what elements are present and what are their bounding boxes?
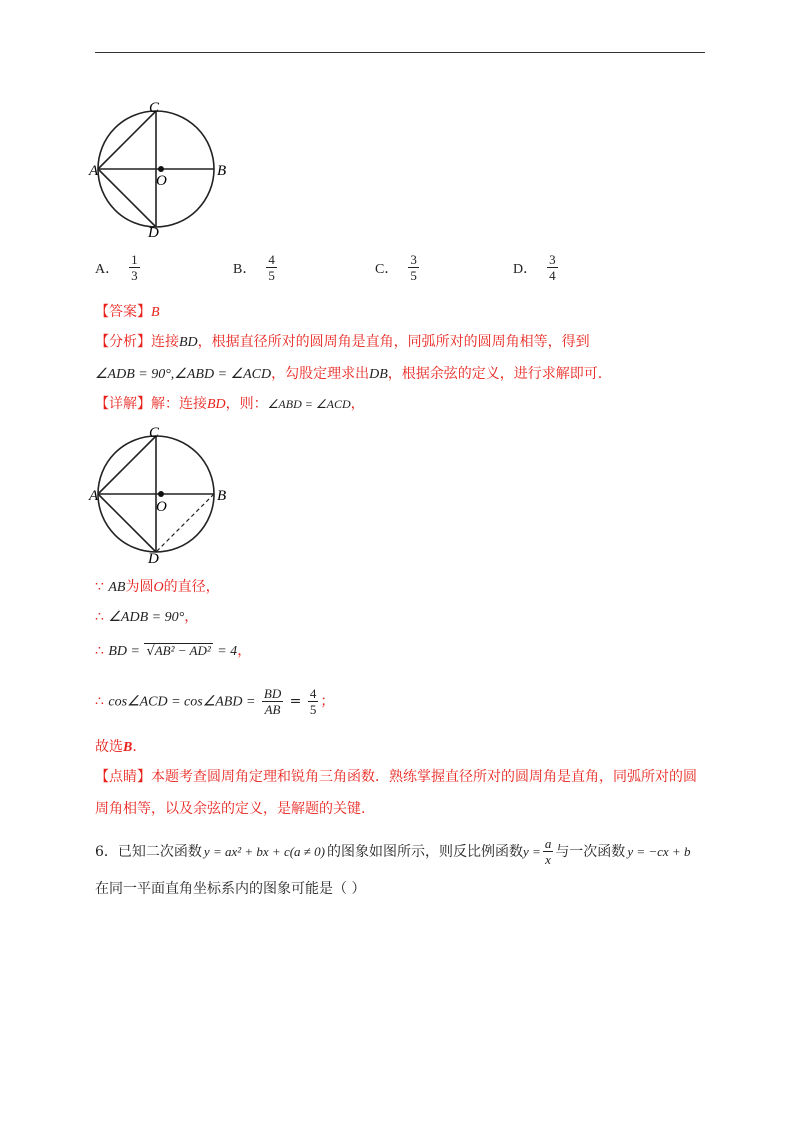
- detail-bd: BD: [207, 397, 226, 412]
- step-1-text-2: 的直径，: [163, 579, 220, 595]
- conclusion-text: 故选: [95, 739, 123, 755]
- detail-text: 解：连接: [151, 396, 207, 412]
- detail-comma: ，: [350, 396, 365, 412]
- q6-fraction: $\frac{a}{x}$: [544, 836, 552, 867]
- step-3-lhs: BD =: [108, 644, 140, 659]
- step-4: [95, 686, 334, 717]
- option-b[interactable]: [233, 252, 279, 283]
- step-2-math: ∠ADB = 90°: [108, 610, 185, 625]
- analysis-text: 连接: [151, 334, 179, 350]
- step-3-end: ，: [237, 643, 252, 659]
- label-o: O: [156, 499, 167, 515]
- math-db: DB: [369, 367, 388, 382]
- detail-eq: ∠ABD = ∠ACD: [267, 397, 351, 411]
- q6-text-3: 与一次函数: [555, 843, 626, 860]
- sqrt-expression: √AB² − AD²: [146, 643, 211, 659]
- label-a: A: [89, 488, 99, 504]
- answer-line: [95, 303, 160, 322]
- option-d-label: D．: [513, 261, 538, 277]
- option-d[interactable]: [513, 252, 560, 283]
- comment-text-2: 周角相等，以及余弦的定义，是解题的关键.: [95, 801, 366, 817]
- conclusion-choice: B: [123, 740, 133, 755]
- option-a-label: A．: [95, 261, 120, 277]
- fraction-bd-ab: $\frac{BD}{AB}$: [263, 686, 282, 717]
- conclusion: [95, 738, 137, 757]
- option-c-label: C．: [375, 261, 399, 277]
- q6-y-eq: y =: [523, 843, 541, 859]
- fraction-4-5: $\frac{4}{5}$: [309, 686, 317, 717]
- therefore-symbol: ∴: [95, 643, 104, 659]
- math-ab: AB: [108, 580, 126, 595]
- label-o: O: [156, 173, 167, 189]
- chord-ad: [98, 494, 156, 552]
- math-o: O: [153, 580, 164, 595]
- comment-text-1: 本题考查圆周角定理和锐角三角函数．熟练掌握直径所对的圆周角是直角，同弧所对的圆: [151, 769, 697, 785]
- comment-tag: 【点睛】: [95, 769, 151, 785]
- therefore-symbol: ∴: [95, 693, 104, 710]
- step-4-end: ；: [320, 693, 335, 710]
- step-2-end: ，: [184, 609, 199, 625]
- label-b: B: [217, 163, 227, 179]
- option-a[interactable]: [95, 252, 142, 283]
- option-c-fraction: $\frac{3}{5}$: [410, 252, 417, 283]
- analysis-tag: 【分析】: [95, 334, 151, 350]
- step-2: [95, 608, 198, 627]
- q6-text: 6．已知二次函数: [95, 843, 202, 860]
- label-a: A: [89, 163, 99, 179]
- detail-line: [95, 395, 365, 414]
- analysis-math: ∠ADB = 90°,∠ABD = ∠ACD: [95, 367, 272, 382]
- step-1-text: 为圆: [125, 579, 154, 595]
- because-symbol: ∵: [95, 579, 104, 595]
- q6-text-4: 在同一平面直角坐标系内的图象可能是（ ）: [95, 881, 366, 897]
- q6-quadratic: y = ax² + bx + c(a ≠ 0): [203, 843, 326, 859]
- option-d-fraction: $\frac{3}{4}$: [549, 252, 556, 283]
- label-c: C: [149, 100, 160, 116]
- answer-value: B: [151, 305, 160, 320]
- circle-diagram-2: [90, 420, 240, 570]
- center-point: [158, 491, 164, 497]
- chord-ad: [98, 169, 156, 227]
- option-c[interactable]: [375, 252, 421, 283]
- chord-ac: [98, 436, 156, 494]
- step-3: [95, 642, 251, 661]
- conclusion-period: .: [132, 739, 137, 755]
- comment-line-2: [95, 800, 365, 818]
- center-point: [158, 166, 164, 172]
- analysis-line-1: [95, 333, 590, 352]
- label-d: D: [148, 551, 159, 567]
- step-4-eq: =: [289, 693, 302, 710]
- analysis-text-3: ，勾股定理求出: [271, 366, 370, 382]
- label-d: D: [148, 225, 159, 241]
- option-a-fraction: $\frac{1}{3}$: [131, 252, 138, 283]
- therefore-symbol: ∴: [95, 609, 104, 625]
- analysis-text-4: ，根据余弦的定义，进行求解即可.: [387, 366, 603, 382]
- detail-text-2: ，则：: [225, 396, 268, 412]
- detail-tag: 【详解】: [95, 396, 151, 412]
- step-3-rhs: = 4: [217, 644, 238, 659]
- label-c: C: [149, 425, 160, 441]
- circle-diagram-1: [90, 95, 240, 240]
- option-b-fraction: $\frac{4}{5}$: [268, 252, 275, 283]
- step-1: [95, 578, 220, 597]
- q6-text-2: 的图象如图所示，则反比例函数: [327, 843, 524, 860]
- sqrt-radicand: AB² − AD²: [154, 643, 211, 658]
- analysis-line-2: [95, 365, 602, 384]
- q6-linear: y = −cx + b: [627, 843, 691, 859]
- analysis-text-2: ，根据直径所对的圆周角是直角，同弧所对的圆周角相等，得到: [197, 334, 590, 350]
- step-4-lhs: cos∠ACD = cos∠ABD =: [108, 694, 256, 710]
- comment-line-1: [95, 768, 697, 786]
- header-rule: [95, 52, 705, 53]
- option-b-label: B．: [233, 261, 257, 277]
- chord-ac: [98, 111, 156, 169]
- question-6-line-1: [95, 836, 690, 867]
- math-bd: BD: [179, 335, 198, 350]
- label-b: B: [217, 488, 227, 504]
- answer-tag: 【答案】: [95, 304, 151, 320]
- question-6-line-2: [95, 880, 365, 898]
